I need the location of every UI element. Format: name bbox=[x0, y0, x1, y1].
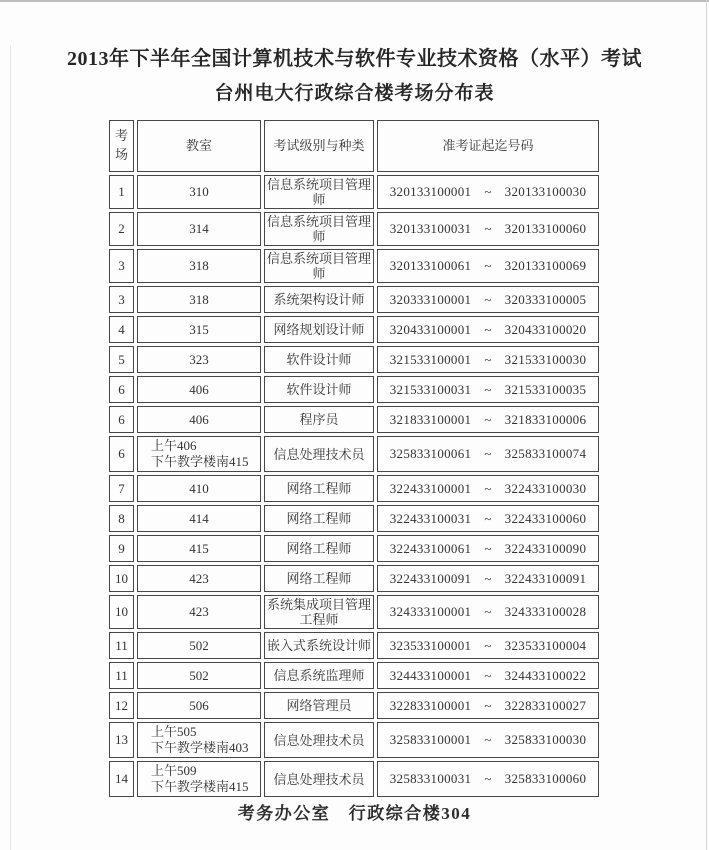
table-row bbox=[109, 175, 599, 209]
ticket-separator: ~ bbox=[484, 221, 492, 236]
exam-type-cell: 网络工程师 bbox=[264, 475, 374, 502]
exam-type-cell: 网络工程师 bbox=[264, 505, 374, 532]
header-classroom: 教室 bbox=[137, 120, 261, 172]
table-row bbox=[109, 505, 599, 532]
table-row bbox=[109, 249, 599, 283]
ticket-end: 324433100022 bbox=[504, 667, 587, 683]
classroom-cell: 上午406 下午教学楼南415 bbox=[137, 436, 261, 472]
ticket-separator: ~ bbox=[484, 732, 492, 747]
ticket-range-cell bbox=[377, 595, 599, 629]
exam-type-cell: 程序员 bbox=[264, 406, 374, 433]
room-number-cell: 10 bbox=[109, 595, 134, 629]
classroom-cell: 318 bbox=[137, 286, 261, 313]
exam-type-cell: 软件设计师 bbox=[264, 346, 374, 373]
exam-type-cell: 信息系统项目管理师 bbox=[264, 175, 374, 209]
ticket-range-cell bbox=[377, 346, 599, 373]
ticket-end: 320333100005 bbox=[504, 291, 587, 307]
ticket-range-cell bbox=[377, 632, 599, 659]
ticket-start: 322833100001 bbox=[389, 697, 472, 713]
ticket-end: 321533100030 bbox=[504, 351, 587, 367]
room-number-cell: 5 bbox=[109, 346, 134, 373]
ticket-range-cell bbox=[377, 249, 599, 283]
exam-office-footer: 考务办公室 行政综合楼304 bbox=[237, 804, 472, 823]
ticket-separator: ~ bbox=[484, 697, 492, 713]
classroom-cell: 414 bbox=[137, 505, 261, 532]
classroom-cell: 318 bbox=[137, 249, 261, 283]
ticket-end: 325833100074 bbox=[504, 446, 587, 461]
table-row bbox=[109, 376, 599, 403]
ticket-start: 325833100001 bbox=[389, 732, 472, 747]
ticket-range-cell bbox=[377, 692, 599, 719]
ticket-end: 322433100090 bbox=[504, 540, 587, 556]
ticket-range-cell bbox=[377, 535, 599, 562]
ticket-separator: ~ bbox=[484, 351, 492, 367]
ticket-separator: ~ bbox=[484, 540, 492, 556]
ticket-start: 320133100061 bbox=[389, 258, 472, 273]
room-number-cell: 12 bbox=[109, 692, 134, 719]
exam-room-table bbox=[106, 117, 602, 800]
classroom-cell: 上午505 下午教学楼南403 bbox=[137, 722, 261, 758]
table-row bbox=[109, 286, 599, 313]
ticket-range-cell bbox=[377, 316, 599, 343]
ticket-start: 325833100031 bbox=[389, 771, 472, 786]
ticket-start: 321833100001 bbox=[389, 411, 472, 427]
room-number-cell: 6 bbox=[109, 436, 134, 472]
ticket-range-cell bbox=[377, 475, 599, 502]
document-title-line1: 2013年下半年全国计算机技术与软件专业技术资格（水平）考试 bbox=[67, 48, 642, 70]
ticket-separator: ~ bbox=[484, 480, 492, 496]
classroom-cell: 423 bbox=[137, 595, 261, 629]
ticket-end: 320133100069 bbox=[504, 258, 587, 273]
table-row bbox=[109, 692, 599, 719]
room-number-cell: 1 bbox=[109, 175, 134, 209]
table-row bbox=[109, 436, 599, 472]
table-row bbox=[109, 632, 599, 659]
ticket-end: 321533100035 bbox=[504, 381, 587, 397]
ticket-separator: ~ bbox=[484, 411, 492, 427]
room-number-cell: 7 bbox=[109, 475, 134, 502]
table-row bbox=[109, 212, 599, 246]
exam-type-cell: 系统架构设计师 bbox=[264, 286, 374, 313]
ticket-separator: ~ bbox=[484, 570, 492, 586]
classroom-cell: 415 bbox=[137, 535, 261, 562]
ticket-end: 324333100028 bbox=[504, 604, 587, 619]
classroom-cell: 315 bbox=[137, 316, 261, 343]
ticket-separator: ~ bbox=[484, 184, 492, 199]
room-number-cell: 9 bbox=[109, 535, 134, 562]
ticket-separator: ~ bbox=[484, 446, 492, 461]
ticket-start: 325833100061 bbox=[389, 446, 472, 461]
ticket-range-cell bbox=[377, 406, 599, 433]
ticket-separator: ~ bbox=[484, 510, 492, 526]
ticket-start: 324333100001 bbox=[389, 604, 472, 619]
table-body bbox=[109, 175, 599, 797]
ticket-range-cell bbox=[377, 662, 599, 689]
ticket-separator: ~ bbox=[484, 637, 492, 653]
ticket-separator: ~ bbox=[484, 381, 492, 397]
table-row bbox=[109, 565, 599, 592]
ticket-end: 320433100020 bbox=[504, 321, 587, 337]
exam-type-cell: 网络工程师 bbox=[264, 565, 374, 592]
ticket-range-cell bbox=[377, 376, 599, 403]
exam-type-cell: 嵌入式系统设计师 bbox=[264, 632, 374, 659]
ticket-start: 320333100001 bbox=[389, 291, 472, 307]
classroom-cell: 410 bbox=[137, 475, 261, 502]
ticket-range-cell bbox=[377, 722, 599, 758]
room-number-cell: 4 bbox=[109, 316, 134, 343]
classroom-cell: 506 bbox=[137, 692, 261, 719]
classroom-cell: 406 bbox=[137, 406, 261, 433]
scan-edge-top bbox=[0, 0, 709, 2]
table-row bbox=[109, 662, 599, 689]
ticket-start: 324433100001 bbox=[389, 667, 472, 683]
exam-type-cell: 信息系统监理师 bbox=[264, 662, 374, 689]
ticket-end: 322433100060 bbox=[504, 510, 587, 526]
table-row bbox=[109, 722, 599, 758]
ticket-start: 320133100001 bbox=[389, 184, 472, 199]
exam-type-cell: 信息处理技术员 bbox=[264, 722, 374, 758]
classroom-cell: 上午509 下午教学楼南415 bbox=[137, 761, 261, 797]
ticket-end: 325833100030 bbox=[504, 732, 587, 747]
exam-type-cell: 信息系统项目管理师 bbox=[264, 249, 374, 283]
exam-type-cell: 网络规划设计师 bbox=[264, 316, 374, 343]
scan-edge-left bbox=[10, 46, 11, 850]
exam-type-cell: 系统集成项目管理工程师 bbox=[264, 595, 374, 629]
ticket-range-cell bbox=[377, 761, 599, 797]
room-number-cell: 6 bbox=[109, 406, 134, 433]
ticket-start: 323533100001 bbox=[389, 637, 472, 653]
exam-type-cell: 网络管理员 bbox=[264, 692, 374, 719]
table-row bbox=[109, 406, 599, 433]
ticket-start: 320133100031 bbox=[389, 221, 472, 236]
exam-type-cell: 信息处理技术员 bbox=[264, 436, 374, 472]
ticket-start: 321533100031 bbox=[389, 381, 472, 397]
room-number-cell: 13 bbox=[109, 722, 134, 758]
ticket-end: 320133100030 bbox=[504, 184, 587, 199]
document-title-line2: 台州电大行政综合楼考场分布表 bbox=[214, 83, 495, 104]
exam-type-cell: 网络工程师 bbox=[264, 535, 374, 562]
header-room-number: 考场 bbox=[109, 120, 134, 172]
table-row bbox=[109, 316, 599, 343]
exam-type-cell: 信息系统项目管理师 bbox=[264, 212, 374, 246]
ticket-end: 322833100027 bbox=[504, 697, 587, 713]
room-number-cell: 2 bbox=[109, 212, 134, 246]
ticket-separator: ~ bbox=[484, 667, 492, 683]
ticket-separator: ~ bbox=[484, 258, 492, 273]
ticket-start: 321533100001 bbox=[389, 351, 472, 367]
table-row bbox=[109, 475, 599, 502]
ticket-range-cell bbox=[377, 286, 599, 313]
ticket-range-cell bbox=[377, 175, 599, 209]
ticket-end: 323533100004 bbox=[504, 637, 587, 653]
table-row bbox=[109, 346, 599, 373]
classroom-cell: 423 bbox=[137, 565, 261, 592]
classroom-cell: 502 bbox=[137, 632, 261, 659]
ticket-start: 322433100031 bbox=[389, 510, 472, 526]
classroom-cell: 502 bbox=[137, 662, 261, 689]
ticket-end: 322433100030 bbox=[504, 480, 587, 496]
ticket-end: 322433100091 bbox=[504, 570, 587, 586]
table-row bbox=[109, 595, 599, 629]
room-number-cell: 14 bbox=[109, 761, 134, 797]
room-number-cell: 3 bbox=[109, 249, 134, 283]
header-exam-type: 考试级别与种类 bbox=[264, 120, 374, 172]
classroom-cell: 406 bbox=[137, 376, 261, 403]
exam-type-cell: 软件设计师 bbox=[264, 376, 374, 403]
classroom-cell: 310 bbox=[137, 175, 261, 209]
room-number-cell: 10 bbox=[109, 565, 134, 592]
room-number-cell: 8 bbox=[109, 505, 134, 532]
header-ticket-range: 准考证起迄号码 bbox=[377, 120, 599, 172]
ticket-end: 320133100060 bbox=[504, 221, 587, 236]
ticket-start: 322433100091 bbox=[389, 570, 472, 586]
ticket-start: 322433100061 bbox=[389, 540, 472, 556]
room-number-cell: 11 bbox=[109, 632, 134, 659]
table-row bbox=[109, 535, 599, 562]
room-number-cell: 11 bbox=[109, 662, 134, 689]
room-number-cell: 6 bbox=[109, 376, 134, 403]
classroom-cell: 323 bbox=[137, 346, 261, 373]
ticket-range-cell bbox=[377, 212, 599, 246]
ticket-separator: ~ bbox=[484, 771, 492, 786]
ticket-separator: ~ bbox=[484, 291, 492, 307]
ticket-range-cell bbox=[377, 565, 599, 592]
ticket-start: 322433100001 bbox=[389, 480, 472, 496]
ticket-start: 320433100001 bbox=[389, 321, 472, 337]
ticket-end: 325833100060 bbox=[504, 771, 587, 786]
ticket-separator: ~ bbox=[484, 321, 492, 337]
exam-type-cell: 信息处理技术员 bbox=[264, 761, 374, 797]
room-number-cell: 3 bbox=[109, 286, 134, 313]
table-header-row bbox=[109, 120, 599, 172]
ticket-end: 321833100006 bbox=[504, 411, 587, 427]
ticket-range-cell bbox=[377, 436, 599, 472]
ticket-separator: ~ bbox=[484, 604, 492, 619]
classroom-cell: 314 bbox=[137, 212, 261, 246]
table-row bbox=[109, 761, 599, 797]
scan-edge-right bbox=[706, 0, 707, 850]
ticket-range-cell bbox=[377, 505, 599, 532]
